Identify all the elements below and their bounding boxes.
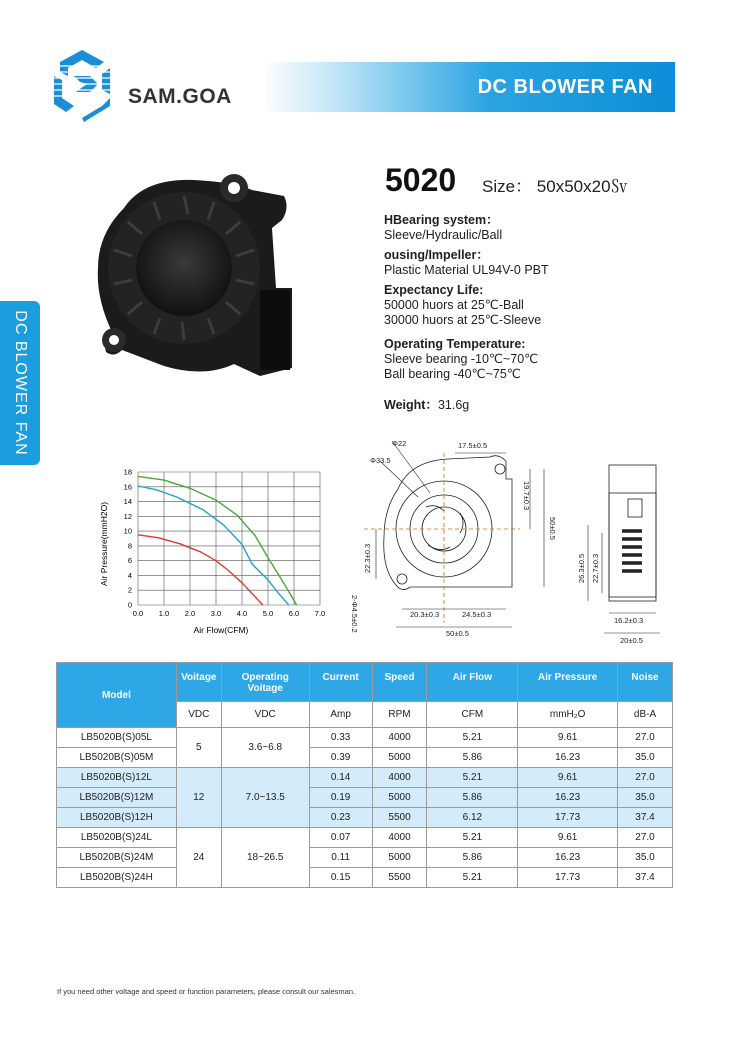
table-row	[57, 728, 673, 748]
cell-air-flow: 5.86	[427, 848, 518, 868]
dim-holes: 2-Φ4.5±0.2	[350, 595, 359, 633]
brand-name: SAM.GOA	[128, 85, 232, 108]
dim-h197: 19.7±0.3	[522, 481, 531, 511]
table-row	[57, 848, 673, 868]
dim-w162: 16.2±0.3	[614, 616, 644, 625]
spec-line: 50000 huors at 25℃-Ball	[384, 298, 524, 312]
spec-line: 30000 huors at 25℃-Sleeve	[384, 313, 542, 327]
cell-operating-voltage: 3.6~6.8	[221, 728, 309, 768]
cell-speed: 5500	[372, 868, 427, 888]
unit-speed: RPM	[372, 702, 427, 728]
chart-x-tick-label: 6.0	[288, 609, 300, 618]
dim-h227: 22.7±0.3	[591, 553, 600, 583]
cell-noise: 27.0	[618, 828, 673, 848]
spec-heading: Expectancy Life:	[384, 283, 484, 297]
cell-noise: 35.0	[618, 788, 673, 808]
cell-noise: 35.0	[618, 748, 673, 768]
cell-current: 0.14	[309, 768, 372, 788]
chart-x-tick-label: 3.0	[210, 609, 222, 618]
cell-air-pressure: 9.61	[518, 768, 618, 788]
chart-y-tick-label: 10	[123, 526, 132, 536]
unit-air-flow: CFM	[427, 702, 518, 728]
spec-line: Plastic Material UL94V-0 PBT	[384, 263, 549, 277]
table-row	[57, 768, 673, 788]
chart-series-line	[138, 535, 263, 605]
chart-y-tick-label: 8	[127, 541, 132, 551]
cell-model: LB5020B(S)12L	[57, 768, 177, 788]
cell-air-flow: 5.21	[427, 768, 518, 788]
unit-current: Amp	[309, 702, 372, 728]
cell-model: LB5020B(S)05L	[57, 728, 177, 748]
unit-air-pressure: mmH₂O	[518, 702, 618, 728]
spec-bearing	[384, 213, 502, 243]
model-number: 5020	[385, 162, 457, 198]
cell-current: 0.33	[309, 728, 372, 748]
chart-y-tick-label: 18	[123, 467, 132, 477]
table-row	[57, 868, 673, 888]
spec-temperature	[384, 337, 538, 382]
cell-air-flow: 5.21	[427, 728, 518, 748]
dim-h263: 26.3±0.5	[577, 553, 586, 583]
weight-value: 31.6g	[437, 398, 470, 412]
dimension-drawing	[340, 433, 670, 651]
chart-x-tick-label: 0.0	[132, 609, 144, 618]
cell-current: 0.23	[309, 808, 372, 828]
cell-current: 0.07	[309, 828, 372, 848]
unit-voltage: VDC	[176, 702, 221, 728]
spec-heading: ousing/Impeller：	[384, 248, 489, 262]
spec-heading: HBearing system：	[384, 213, 499, 227]
chart-x-tick-label: 5.0	[262, 609, 274, 618]
header-air-flow: Air Flow	[427, 663, 518, 702]
table-row	[57, 748, 673, 768]
dim-w50: 50±0.5	[446, 629, 469, 638]
dim-h223: 22.3±0.3	[363, 543, 372, 573]
dim-w245: 24.5±0.3	[462, 610, 492, 619]
size-label: Size： 50x50x20㏜	[482, 177, 628, 196]
weight-label: Weight：	[384, 398, 438, 412]
cell-air-pressure: 17.73	[518, 868, 618, 888]
cell-model: LB5020B(S)12H	[57, 808, 177, 828]
spec-line: Sleeve/Hydraulic/Ball	[384, 228, 503, 242]
product-photo	[84, 168, 304, 388]
cell-operating-voltage: 18~26.5	[221, 828, 309, 888]
cell-voltage: 12	[176, 768, 221, 828]
dim-w20: 20±0.5	[620, 636, 643, 645]
header-voltage: Voitage	[176, 663, 221, 702]
cell-air-pressure: 17.73	[518, 808, 618, 828]
unit-noise: dB-A	[618, 702, 673, 728]
chart-y-tick-label: 0	[127, 600, 132, 610]
spec-housing	[384, 248, 549, 278]
banner-title: DC BLOWER FAN	[477, 76, 653, 98]
spec-weight	[384, 395, 469, 413]
cell-air-pressure: 16.23	[518, 788, 618, 808]
dim-w175: 17.5±0.5	[458, 441, 488, 450]
cell-air-flow: 5.21	[427, 828, 518, 848]
cell-voltage: 5	[176, 728, 221, 768]
header-model: Model	[57, 663, 177, 728]
spec-life	[384, 283, 541, 328]
cell-speed: 5000	[372, 848, 427, 868]
chart-y-tick-label: 6	[127, 556, 132, 566]
side-tab-label: DC BLOWER FAN	[12, 310, 29, 456]
spec-line: Sleeve bearing -10℃~70℃	[384, 352, 539, 366]
table-row	[57, 788, 673, 808]
spec-line: Ball bearing -40℃~75℃	[384, 367, 521, 381]
header-air-pressure: Air Pressure	[518, 663, 618, 702]
chart-y-axis-label: Air Pressure(mmH2O)	[99, 501, 109, 587]
table-header-row	[57, 663, 673, 702]
footnote: If you need other voltage and speed or function parameters, please consult our salesman.	[57, 987, 356, 996]
cell-speed: 4000	[372, 828, 427, 848]
cell-speed: 4000	[372, 728, 427, 748]
dim-w203: 20.3±0.3	[410, 610, 440, 619]
chart-x-tick-label: 7.0	[314, 609, 326, 618]
cell-noise: 37.4	[618, 808, 673, 828]
cell-noise: 27.0	[618, 728, 673, 748]
dim-d335: Φ33.5	[370, 456, 391, 465]
cell-noise: 27.0	[618, 768, 673, 788]
cell-speed: 5500	[372, 808, 427, 828]
chart-y-tick-label: 2	[127, 585, 132, 595]
cell-air-flow: 5.86	[427, 748, 518, 768]
cell-model: LB5020B(S)24L	[57, 828, 177, 848]
cell-air-flow: 5.21	[427, 868, 518, 888]
chart-y-tick-label: 16	[123, 482, 132, 492]
cell-noise: 37.4	[618, 868, 673, 888]
chart-x-axis-label: Air Flow(CFM)	[193, 625, 249, 635]
spec-heading: Operating Temperature:	[384, 337, 526, 351]
cell-model: LB5020B(S)24M	[57, 848, 177, 868]
cell-air-pressure: 9.61	[518, 828, 618, 848]
brand-logo-icon	[44, 46, 120, 122]
cell-air-pressure: 16.23	[518, 748, 618, 768]
chart-x-tick-label: 4.0	[236, 609, 248, 618]
chart-x-tick-label: 2.0	[184, 609, 196, 618]
cell-operating-voltage: 7.0~13.5	[221, 768, 309, 828]
cell-noise: 35.0	[618, 848, 673, 868]
header-operating-voltage: Operating Voitage	[221, 663, 309, 702]
cell-current: 0.11	[309, 848, 372, 868]
cell-speed: 5000	[372, 788, 427, 808]
title-banner	[262, 62, 675, 112]
cell-current: 0.15	[309, 868, 372, 888]
dim-d22: Φ22	[392, 439, 407, 448]
cell-current: 0.39	[309, 748, 372, 768]
cell-model: LB5020B(S)05M	[57, 748, 177, 768]
cell-model: LB5020B(S)12M	[57, 788, 177, 808]
unit-operating-voltage: VDC	[221, 702, 309, 728]
cell-air-pressure: 16.23	[518, 848, 618, 868]
spec-table	[56, 662, 673, 888]
cell-air-flow: 5.86	[427, 788, 518, 808]
side-tab	[0, 301, 40, 465]
chart-y-tick-label: 14	[123, 497, 132, 507]
header-current: Current	[309, 663, 372, 702]
table-row	[57, 808, 673, 828]
table-row	[57, 828, 673, 848]
header-noise: Noise	[618, 663, 673, 702]
cell-current: 0.19	[309, 788, 372, 808]
chart-x-tick-label: 1.0	[158, 609, 170, 618]
cell-speed: 4000	[372, 768, 427, 788]
cell-model: LB5020B(S)24H	[57, 868, 177, 888]
cell-voltage: 24	[176, 828, 221, 888]
cell-speed: 5000	[372, 748, 427, 768]
cell-air-flow: 6.12	[427, 808, 518, 828]
header-speed: Speed	[372, 663, 427, 702]
performance-chart	[96, 462, 336, 642]
chart-series-line	[138, 486, 289, 605]
cell-air-pressure: 9.61	[518, 728, 618, 748]
chart-y-tick-label: 4	[127, 570, 132, 580]
dim-h50: 50±0.5	[548, 517, 557, 540]
chart-y-tick-label: 12	[123, 511, 132, 521]
